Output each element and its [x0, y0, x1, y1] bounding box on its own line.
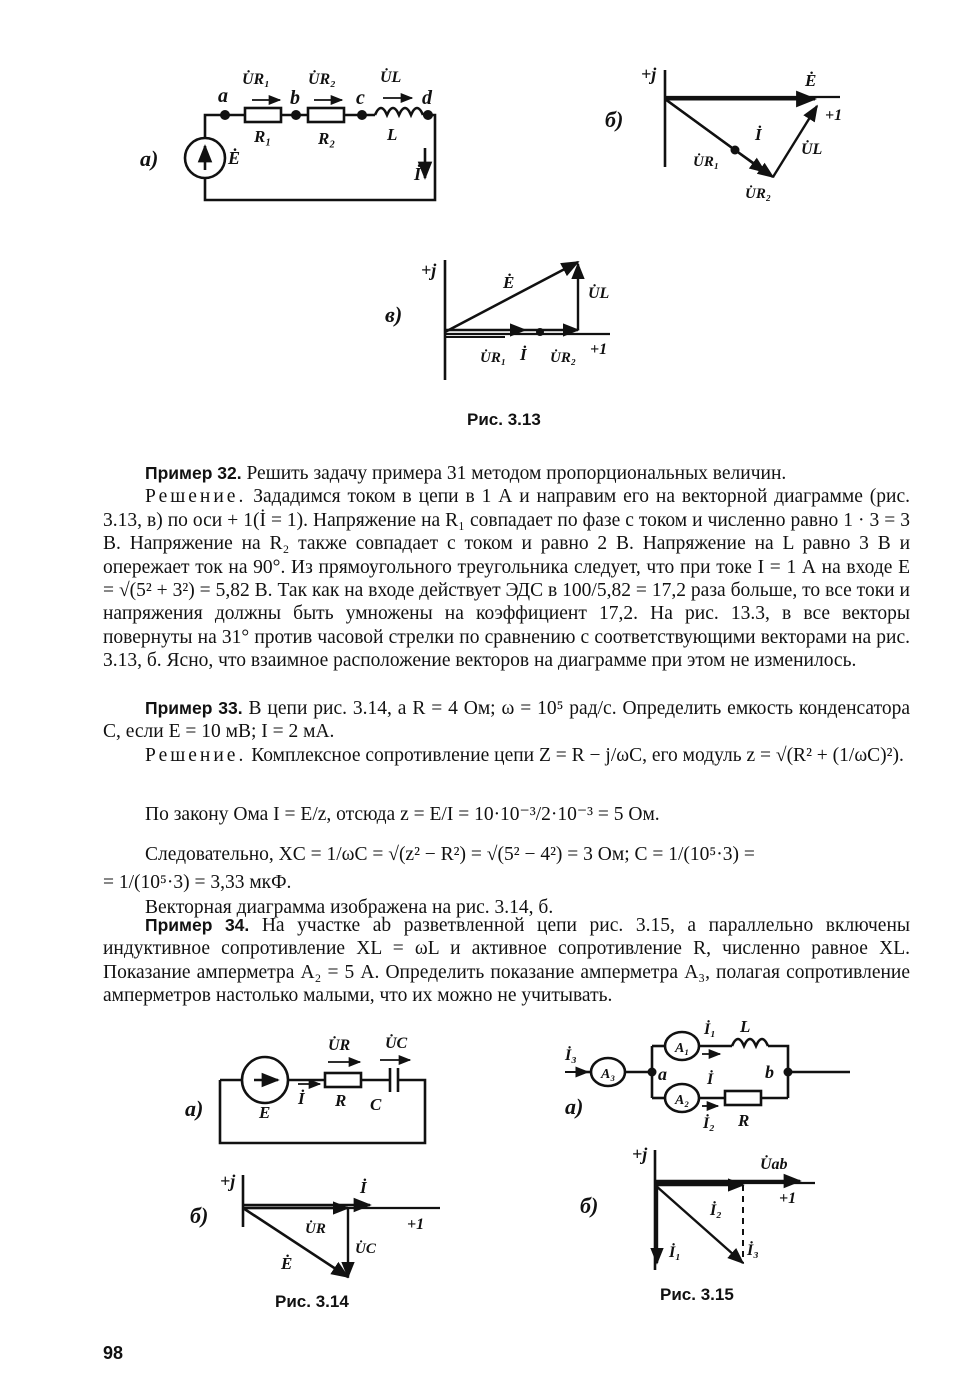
node-c [357, 110, 367, 120]
r-label: R [335, 1091, 347, 1110]
ex34-title: Пример 34. [145, 915, 250, 935]
ur1-label: U̇R₁ [480, 350, 507, 366]
fig314b-label: б) [190, 1203, 209, 1228]
r2-label: R₂ [318, 129, 336, 148]
i2-label: İ₂ [703, 1115, 715, 1132]
ex33-solution: Комплексное сопротивление цепи Z = R − j/ωC, его модуль z = √(R² + (1/ωC)²). [251, 744, 904, 766]
node-b-label: b [290, 87, 300, 109]
fig313v-diagram [385, 250, 645, 390]
ur1-label: U̇R₁ [693, 154, 720, 170]
resistor-r [725, 1091, 761, 1105]
r-label: R [738, 1111, 750, 1130]
uc-label: U̇C [355, 1241, 376, 1257]
axis-j-label: +j [421, 260, 437, 280]
a2-label: A₂ [675, 1093, 690, 1108]
wire-left-top [205, 115, 215, 138]
i3-label: İ₃ [565, 1047, 577, 1064]
ex34-statement: На участке ab разветвленной цепи рис. 3.15, а параллельно включены индуктивное сопротивление XL = ωL и активное сопротивление R, численно равное XL. Показание амперметра A₂ = 5 А. Определить показание амперметра A₃, полагая сопротивление амперметров настолько малыми, что их можно не учитывать. [103, 915, 911, 1007]
ur1-label: U̇R₁ [242, 71, 270, 88]
node-b-label: b [765, 1062, 774, 1082]
example-33 [103, 697, 910, 767]
i-label: İ [520, 345, 527, 364]
current-label: İ [414, 164, 422, 184]
c-label: C [370, 1095, 382, 1114]
fig315b-label: б) [580, 1193, 599, 1218]
resistor-r1 [245, 108, 281, 122]
ex33-title: Пример 33. [145, 698, 243, 718]
node-d [423, 110, 433, 120]
ul-label: U̇L [380, 69, 402, 86]
resistor-r2 [308, 108, 344, 122]
fig315b-diagram [575, 1145, 835, 1275]
node-a-label: a [218, 85, 228, 107]
e-label: Ė [805, 71, 817, 90]
ex32-title: Пример 32. [145, 463, 242, 483]
axis-1-label: +1 [590, 341, 608, 358]
axis-1-label: +1 [407, 1216, 425, 1233]
fig314b-diagram [185, 1165, 455, 1290]
axis-j-label: +j [220, 1171, 236, 1191]
a3-label: A₃ [601, 1067, 616, 1082]
ex32-solution-word: Решение. [145, 486, 247, 508]
ex33-solution-word: Решение. [145, 744, 247, 766]
ex32-statement: Решить задачу примера 31 методом пропорциональных величин. [246, 463, 787, 484]
fig314a-circuit [180, 1028, 450, 1148]
capacitor-c [390, 1068, 398, 1092]
ex33-formula-c: = 1/(10⁵·3) = 3,33 мкФ. [103, 872, 292, 893]
i1-label: İ₁ [669, 1244, 681, 1261]
resistor-r [325, 1073, 361, 1087]
node-a [220, 110, 230, 120]
i2-label: İ₂ [710, 1202, 722, 1219]
fig313b-label: б) [605, 107, 624, 132]
ur-label: U̇R [305, 1221, 326, 1237]
ex33-formula-ohm: По закону Ома I = E/z, отсюда z = E/I = 10·10⁻³/2·10⁻³ = 5 Ом. [145, 804, 660, 825]
ur2-label: U̇R₂ [745, 186, 772, 202]
axis-1-label: +1 [825, 107, 843, 124]
current-label: İ [298, 1089, 305, 1108]
fig313v-label: в) [385, 302, 403, 327]
axis-1-label: +1 [779, 1190, 797, 1207]
example-34 [103, 914, 910, 1008]
fig315a-circuit [560, 1010, 870, 1140]
fig313-caption: Рис. 3.13 [467, 410, 541, 429]
fig314a-label: а) [185, 1096, 204, 1121]
ul-label: U̇L [588, 285, 610, 302]
ur2-label: U̇R₂ [550, 350, 577, 366]
page-number: 98 [103, 1343, 124, 1363]
vector-ur2 [735, 150, 773, 177]
i-label: İ [707, 1071, 714, 1088]
node-a-label: a [658, 1064, 667, 1084]
i1-label: İ₁ [704, 1021, 716, 1038]
e-label: Ė [281, 1254, 293, 1273]
fig315-caption: Рис. 3.15 [660, 1285, 734, 1304]
ex33-diagram-note: Векторная диаграмма изображена на рис. 3.14, б. [145, 897, 554, 918]
node-d-label: d [422, 87, 432, 109]
ex33-formula-xc: Следовательно, XC = 1/ωC = √(z² − R²) = √(5² − 4²) = 3 Ом; C = 1/(10⁵·3) = [145, 844, 755, 865]
l-label: L [387, 125, 398, 144]
fig314-caption: Рис. 3.14 [275, 1292, 349, 1311]
fig313a-label: а) [140, 146, 159, 171]
l-label: L [740, 1017, 751, 1036]
source-label: Ė [228, 148, 241, 168]
a1-label: A₁ [675, 1041, 690, 1056]
example-32 [103, 462, 910, 673]
ex33-statement: В цепи рис. 3.14, а R = 4 Ом; ω = 10⁵ рад/с. Определить емкость конденсатора C, если E = 10 мВ; I = 2 мА. [103, 698, 911, 743]
i-label: İ [755, 125, 762, 144]
vector-ur1 [665, 99, 735, 150]
source-label: E [259, 1103, 271, 1122]
ul-label: U̇L [801, 141, 823, 158]
ur2-label: U̇R₂ [308, 71, 336, 88]
fig313a-circuit [130, 60, 450, 210]
ur-label: U̇R [328, 1037, 351, 1054]
fig313b-diagram [605, 62, 865, 212]
uc-label: U̇C [385, 1035, 408, 1052]
i3-label: İ₃ [747, 1242, 759, 1259]
uab-label: U̇ab [760, 1156, 788, 1173]
node-b [291, 110, 301, 120]
axis-j-label: +j [632, 1144, 648, 1164]
fig315a-label: а) [565, 1094, 584, 1119]
vector-e [243, 1208, 348, 1277]
axis-j-label: +j [641, 64, 657, 84]
i-label: İ [360, 1178, 367, 1197]
node-c-label: c [356, 87, 365, 109]
r1-label: R₁ [254, 127, 272, 146]
e-label: Ė [503, 273, 515, 292]
inductor-l [375, 108, 423, 115]
ex32-solution: Зададимся током в цепи в 1 А и направим его на векторной диаграмме (рис. 3.13, в) по оси + 1(İ = 1). Напряжение на R₁ совпадает по фазе с током и численно равно 1 · 3 = 3 В. Напряжение на R₂ также совпадает с током и равно 2 В. Напряжение на L равно 3 В и опережает ток на 90°. Из прямоугольного треугольника следует, что при токе I = 1 А на входе E = √(5² + 3²) = 5,82 В. Так как на входе действует ЭДС в 100/5,82 = 17,2 раза больше, то все токи и напряжения должны быть умножены на коэффициент 17,2. На рис. 13.3, в все векторы повернуты на 31° против часовой стрелки по сравнению с соответствующими векторами на рис. 3.13, б. Ясно, что взаимное расположение векторов на диаграмме при этом не изменилось. [103, 486, 910, 672]
